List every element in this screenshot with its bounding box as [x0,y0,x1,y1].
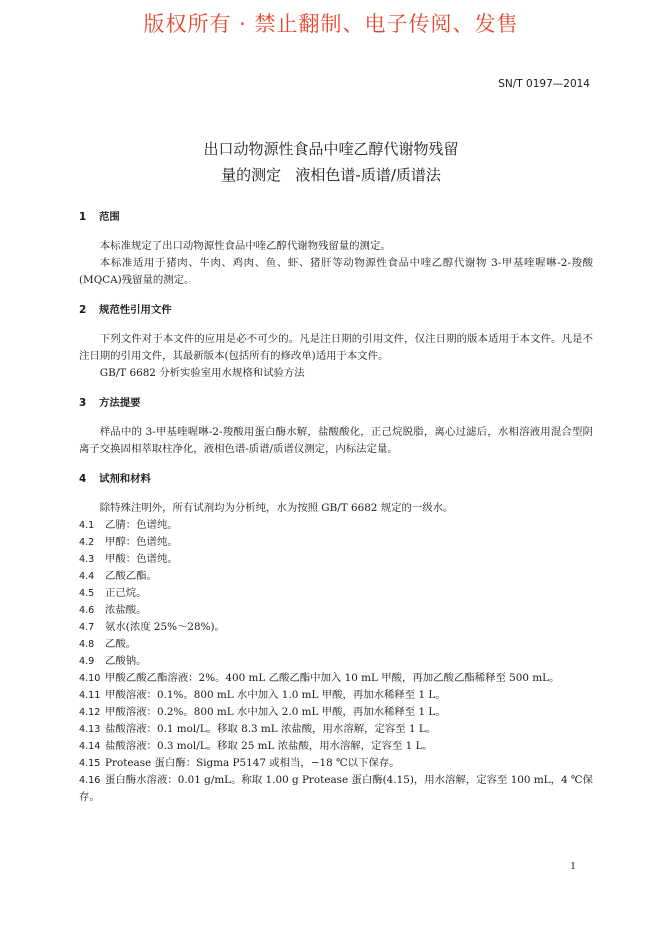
list-item: 4.11 甲酸溶液：0.1%。800 mL 水中加入 1.0 mL 甲酸，再加水稀释至 1 L。 [79,689,446,701]
standard-code: SN/T 0197—2014 [498,78,590,90]
list-item: 4.2 甲醇：色谱纯。 [79,536,178,548]
list-item: 4.4 乙酸乙酯。 [79,570,157,582]
list-item: 4.16 蛋白酶水溶液：0.01 g/mL。称取 1.00 g Protease 蛋白酶(4.15)，用水溶解，定容至 100 mL，4 ℃保存。 [79,774,593,803]
list-item: 4.14 盐酸溶液：0.3 mol/L。移取 25 mL 浓盐酸，用水溶解，定容至 1 L。 [79,740,433,752]
list-item: 4.1 乙腈：色谱纯。 [79,519,178,531]
list-item: 4.5 正己烷。 [79,587,147,599]
section-4-para: 除特殊注明外，所有试剂均为分析纯，水为按照 GB/T 6682 规定的一级水。 [99,502,454,514]
normative-reference: GB/T 6682 分析实验室用水规格和试验方法 [99,367,305,379]
list-item: 4.13 盐酸溶液：0.1 mol/L。移取 8.3 mL 浓盐酸，用水溶解，定容至 1 L。 [79,723,437,735]
list-item: 4.9 乙酸钠。 [79,655,147,667]
page-number: 1 [570,862,576,872]
section-3-heading: 3 方法提要 [79,397,141,409]
section-1-para-2: 本标准适用于猪肉、牛肉、鸡肉、鱼、虾、猪肝等动物源性食品中喹乙醇代谢物 3-甲基喹喔啉-2-羧酸(MQCA)残留量的测定。 [79,257,593,286]
list-item: 4.12 甲酸溶液：0.2%。800 mL 水中加入 2.0 mL 甲酸，再加水稀释至 1 L。 [79,706,446,718]
document-body [79,208,593,806]
section-2-para: 下列文件对于本文件的应用是必不可少的。凡是注日期的引用文件，仅注日期的版本适用于本文件。凡是不注日期的引用文件，其最新版本(包括所有的修改单)适用于本文件。 [79,333,593,362]
list-item: 4.7 氨水(浓度 25%～28%)。 [79,621,225,633]
section-1-para-1: 本标准规定了出口动物源性食品中喹乙醇代谢物残留量的测定。 [99,240,391,252]
title-line-1: 出口动物源性食品中喹乙醇代谢物残留 [203,140,459,158]
list-item: 4.3 甲酸：色谱纯。 [79,553,178,565]
title-line-2: 量的测定 液相色谱-质谱/质谱法 [221,166,441,184]
section-2-heading: 2 规范性引用文件 [79,304,172,316]
list-item: 4.10 甲酸乙酸乙酯溶液：2%。400 mL 乙酸乙酯中加入 10 mL 甲酸，再加乙酸乙酯稀释至 500 mL。 [79,672,560,684]
section-1-heading: 1 范围 [79,211,120,223]
list-item: 4.6 浓盐酸。 [79,604,147,616]
watermark-banner: 版权所有 · 禁止翻制、电子传阅、发售 [143,12,519,36]
list-item: 4.15 Protease 蛋白酶：Sigma P5147 或相当，−18 ℃以下保存。 [79,757,400,769]
section-3-para: 样品中的 3-甲基喹喔啉-2-羧酸用蛋白酶水解，盐酸酸化，正己烷脱脂，离心过滤后，水相溶液用混合型阴离子交换固相萃取柱净化，液相色谱-质谱/质谱仪测定，内标法定量。 [79,426,593,455]
section-4-heading: 4 试剂和材料 [79,473,151,485]
document-title [0,136,662,188]
list-item: 4.8 乙酸。 [79,638,137,650]
